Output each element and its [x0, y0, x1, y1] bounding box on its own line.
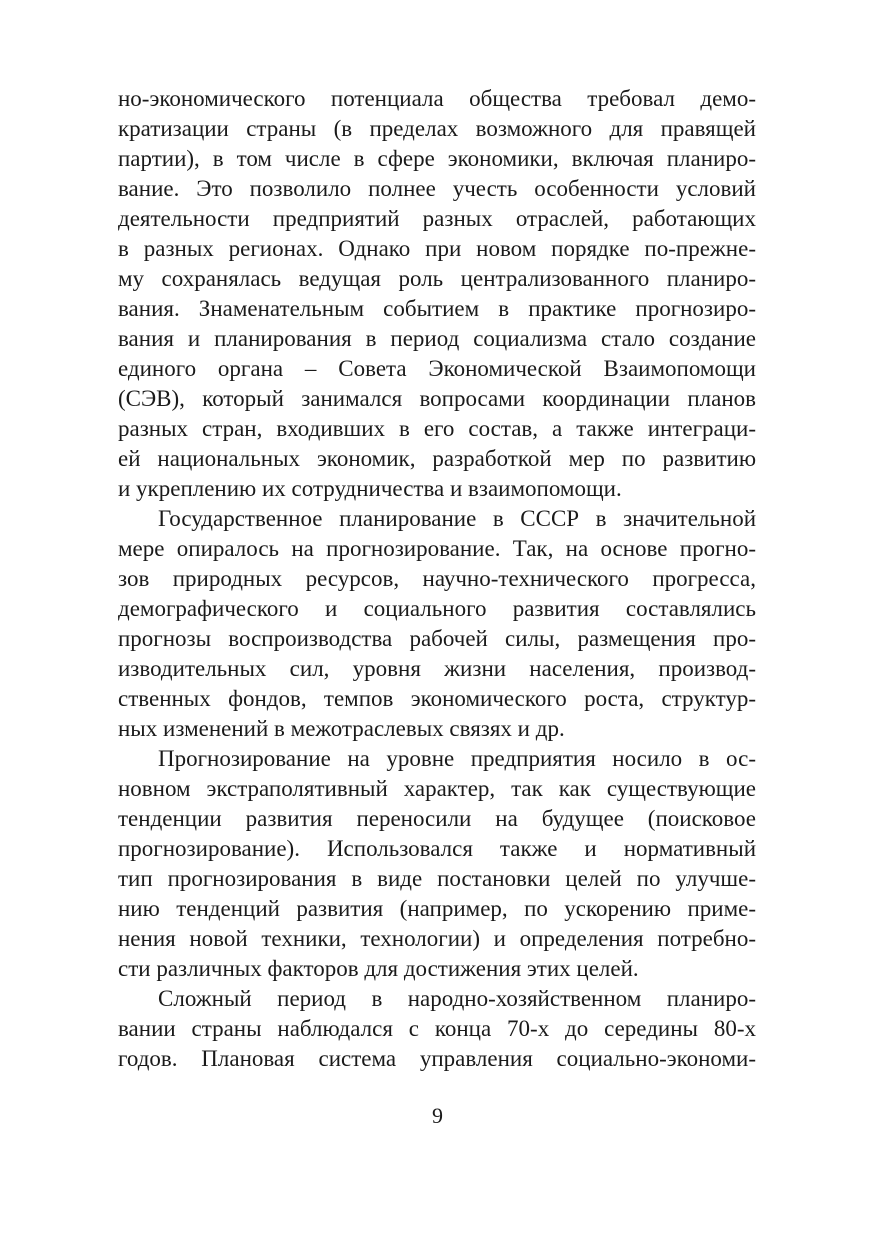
page-number: 9: [432, 1103, 443, 1128]
text-line: прогнозирование). Использовался также и нормативный: [118, 836, 756, 861]
text-line: Прогнозирование на уровне предприятия носило в ос-: [158, 746, 756, 771]
paragraph: [118, 504, 756, 744]
text-line: в разных регионах. Однако при новом порядке по-прежне-: [118, 236, 756, 261]
text-line: нения новой техники, технологии) и определения потребно-: [118, 926, 756, 951]
text-line: нию тенденций развития (например, по ускорению приме-: [118, 896, 756, 921]
text-line: партии), в том числе в сфере экономики, включая планиро-: [118, 146, 756, 171]
text-line: кратизации страны (в пределах возможного для правящей: [118, 116, 756, 141]
paragraph: [118, 984, 756, 1074]
text-line: (СЭВ), который занимался вопросами координации планов: [118, 386, 756, 411]
text-line: тенденции развития переносили на будущее (поисковое: [118, 806, 756, 831]
text-line: и укреплению их сотрудничества и взаимопомощи.: [118, 476, 622, 501]
text-line: но-экономического потенциала общества требовал демо-: [118, 86, 756, 111]
paragraph: [118, 84, 756, 504]
text-line: Государственное планирование в СССР в значительной: [158, 506, 756, 531]
text-line: зов природных ресурсов, научно-технического прогресса,: [118, 566, 756, 591]
text-line: тип прогнозирования в виде постановки целей по улучше-: [118, 866, 756, 891]
text-line: вания. Знаменательным событием в практике прогнозиро-: [118, 296, 756, 321]
text-line: мере опиралось на прогнозирование. Так, на основе прогно-: [118, 536, 756, 561]
text-line: изводительных сил, уровня жизни населения, производ-: [118, 656, 756, 681]
paragraph: [118, 744, 756, 984]
text-line: прогнозы воспроизводства рабочей силы, размещения про-: [118, 626, 756, 651]
body-text: [118, 84, 756, 1074]
text-line: новном экстраполятивный характер, так как существующие: [118, 776, 756, 801]
text-line: сти различных факторов для достижения этих целей.: [118, 956, 639, 981]
text-line: ственных фондов, темпов экономического роста, структур-: [118, 686, 756, 711]
text-line: вание. Это позволило полнее учесть особенности условий: [118, 176, 756, 201]
text-line: ных изменений в межотраслевых связях и др.: [118, 716, 565, 741]
text-line: ей национальных экономик, разработкой мер по развитию: [118, 446, 756, 471]
text-line: разных стран, входивших в его состав, а также интеграци-: [118, 416, 756, 441]
text-line: деятельности предприятий разных отраслей, работающих: [118, 206, 756, 231]
text-line: единого органа – Совета Экономической Взаимопомощи: [118, 356, 756, 381]
text-line: демографического и социального развития составлялись: [118, 596, 756, 621]
text-line: му сохранялась ведущая роль централизованного планиро-: [118, 266, 756, 291]
text-line: вания и планирования в период социализма стало создание: [118, 326, 756, 351]
text-line: вании страны наблюдался с конца 70-х до середины 80-х: [118, 1016, 756, 1041]
text-line: Сложный период в народно-хозяйственном планиро-: [158, 986, 756, 1011]
text-line: годов. Плановая система управления социально-экономи-: [118, 1046, 756, 1071]
